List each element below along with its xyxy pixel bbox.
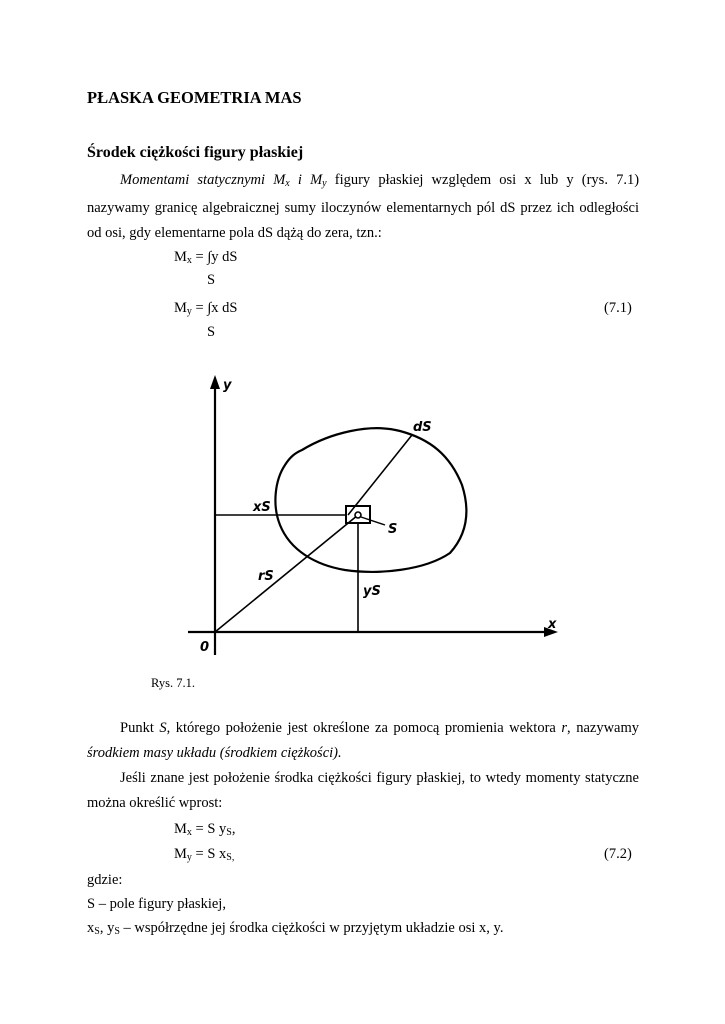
para1-line2: nazywamy granicę algebraicznej sumy iloczynów elementarnych pól dS przez ich odległości [87,200,639,216]
para1-line1-rest: figury płaskiej względem osi x lub y (rys. 7.1) [334,172,640,188]
label-origin: 0 [200,640,210,655]
equation-mx-lower-limit: S [207,272,216,288]
equation-mx-integral: $M_x = \int y$ dS [174,249,238,266]
section-title: Środek ciężkości figury płaskiej [87,144,304,161]
centroid-point [355,512,361,518]
label-y: y [223,378,232,393]
page-heading: PŁASKA GEOMETRIA MAS [87,88,302,107]
label-ds: dS [413,420,432,435]
rs-vector-line [215,515,358,632]
paragraph-centroid-definition: Punkt S, którego położenie jest określone za pomocą promienia wektora r, nazywamy środkiem masy układu (środkiem ciężkości). [87,720,640,761]
label-s: S [388,522,398,537]
where-label: gdzie: [87,872,123,888]
conjunction: i [297,172,302,188]
figure-centroid-diagram [180,365,575,665]
my-symbol: $M_y$ [310,172,327,189]
vector-r-italic: r [561,720,568,736]
label-x: x [548,617,557,632]
y-axis-arrowhead [210,375,220,389]
mx-symbol: $M_x$ [273,172,290,189]
where-line-coordinates: $x_S$, $y_S$ – współrzędne jej środka ciężkości w przyjętym układzie osi x, y. [87,920,504,937]
paragraph-static-moments [87,766,639,816]
para1-line3: od osi, gdy elementarne pola dS dążą do zera, tzn.: [87,225,382,241]
equation-number-7-2: (7.2) [604,846,632,862]
equation-mx-product: $M_x = S$ $y_S$, [174,821,236,838]
figure-caption: Rys. 7.1. [151,676,195,690]
equation-number-7-1: (7.1) [604,300,632,316]
italic-intro: Momentami statycznymi [120,172,266,188]
point-s-italic: S [159,720,167,736]
centroid-term-italic: środkiem masy układu (środkiem ciężkości). [87,745,342,761]
para3-line1: Jeśli znane jest położenie środka ciężkości figury płaskiej, to wtedy momenty statyczne [120,770,639,786]
label-xs: xS [253,500,271,515]
label-rs: rS [258,569,274,584]
paragraph-moments-definition [87,168,639,246]
equation-my-integral: $M_y = \int x$ dS [174,300,238,317]
equation-my-product: $M_y = S$ $x_{S,}$ [174,846,235,863]
label-ys: yS [363,584,381,599]
equation-my-lower-limit: S [207,324,216,340]
para3-line2: można określić wprost: [87,795,223,811]
ds-line [348,435,412,515]
where-line-s: S – pole figury płaskiej, [87,896,226,912]
plane-figure-outline [275,428,466,572]
